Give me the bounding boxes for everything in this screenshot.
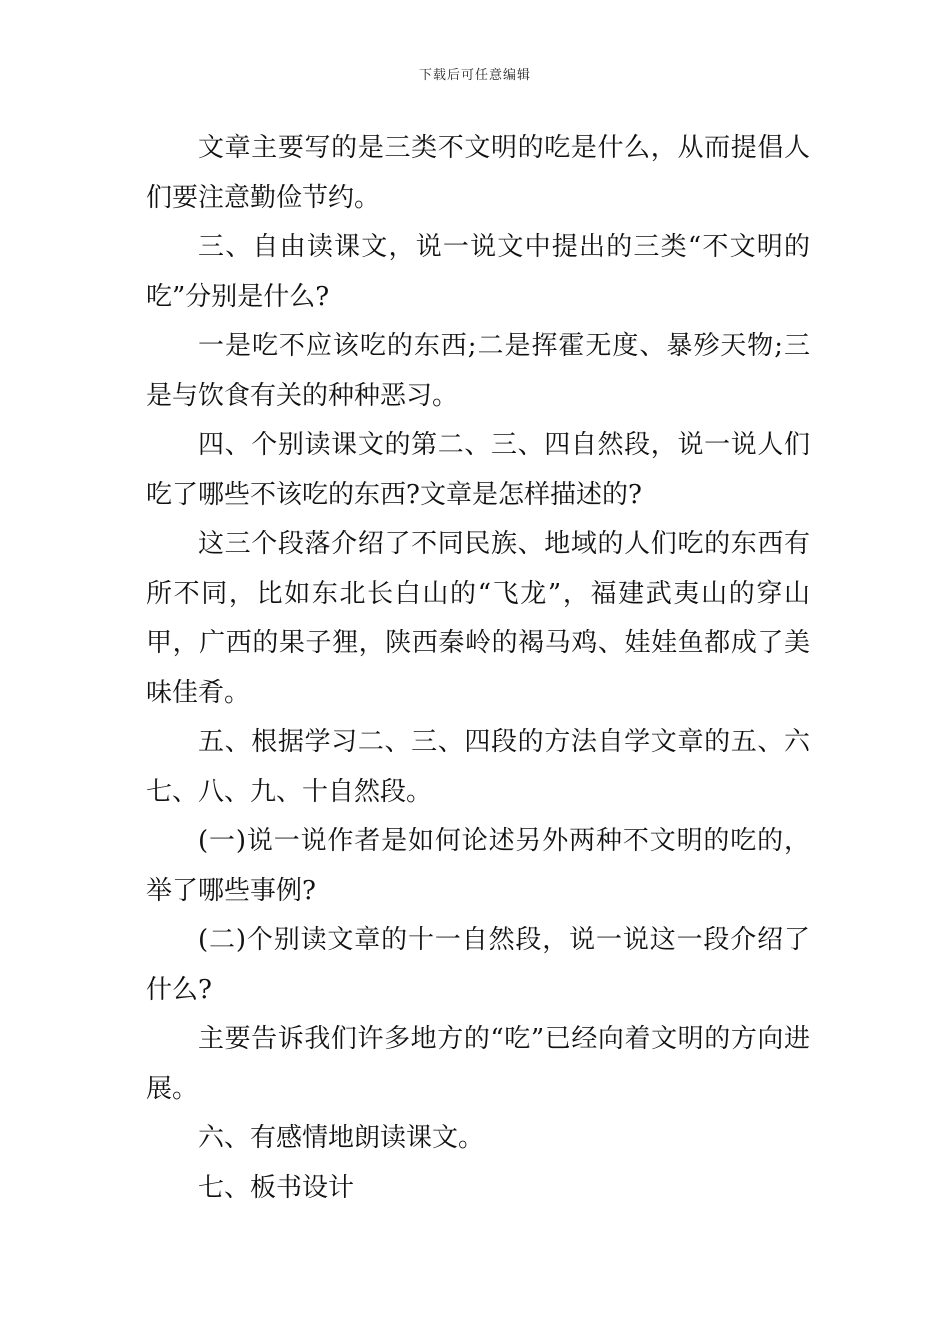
paragraph-regional-foods: 这三个段落介绍了不同民族、地域的人们吃的东西有所不同，比如东北长白山的“飞龙”，福建武夷山的穿山甲，广西的果子狸，陕西秦岭的褐马鸡、娃娃鱼都成了美味佳肴。 <box>146 529 810 708</box>
paragraph-step-three: 三、自由读课文，说一说文中提出的三类“不文明的吃”分别是什么? <box>146 232 810 312</box>
paragraph-question-two: (二)个别读文章的十一自然段，说一说这一段介绍了什么? <box>146 925 810 1005</box>
paragraph-question-one: (一)说一说作者是如何论述另外两种不文明的吃的，举了哪些事例? <box>146 826 810 906</box>
paragraph-summary: 文章主要写的是三类不文明的吃是什么，从而提倡人们要注意勤俭节约。 <box>146 133 810 213</box>
paragraph-answer-progress: 主要告诉我们许多地方的“吃”已经向着文明的方向进展。 <box>146 1024 810 1104</box>
paragraph-step-seven: 七、板书设计 <box>198 1172 355 1203</box>
paragraph-step-five: 五、根据学习二、三、四段的方法自学文章的五、六七、八、九、十自然段。 <box>146 727 810 807</box>
paragraph-step-six: 六、有感情地朗读课文。 <box>198 1123 485 1153</box>
page-header: 下载后可任意编辑 <box>418 68 531 83</box>
paragraph-three-types: 一是吃不应该吃的东西;二是挥霍无度、暴殄天物;三是与饮食有关的种种恶习。 <box>146 331 810 411</box>
paragraph-step-four: 四、个别读课文的第二、三、四自然段，说一说人们吃了哪些不该吃的东西?文章是怎样描述的? <box>146 430 810 510</box>
document-body <box>146 124 810 1213</box>
